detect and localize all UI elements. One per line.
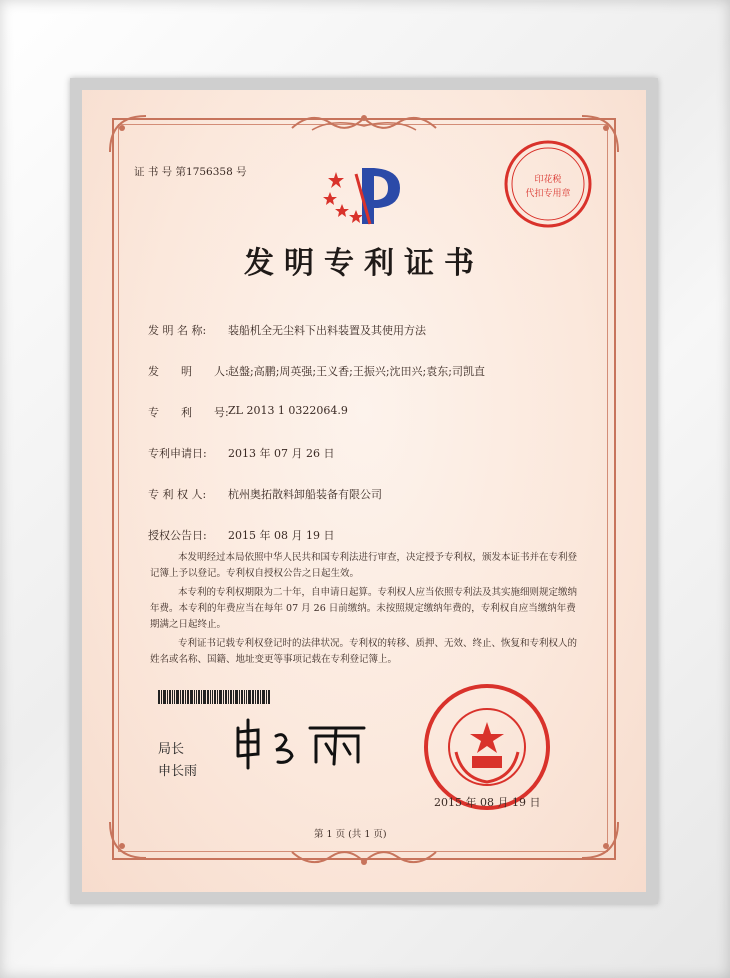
seal-date: 2015 年 08 月 19 日: [434, 796, 541, 809]
bottom-ornament: [282, 842, 446, 872]
patent-certificate: [82, 90, 646, 892]
field-value: 2013 年 07 月 26 日: [228, 447, 335, 460]
barcode: [158, 690, 318, 704]
handwritten-signature: [232, 718, 372, 772]
field-value: 2015 年 08 月 19 日: [228, 529, 335, 542]
field-label: 授权公告日:: [148, 529, 207, 542]
tax-stamp: [502, 138, 594, 230]
corner-ornament: [108, 820, 148, 860]
field-label: 专 利 权 人:: [148, 488, 207, 501]
national-seal: [422, 682, 552, 812]
field-value: ZL 2013 1 0322064.9: [228, 404, 348, 417]
body-paragraph: 专利证书记载专利权登记时的法律状况。专利权的转移、质押、无效、终止、恢复和专利权人的姓名或名称、国籍、地址变更等事项记载在专利登记簿上。: [150, 638, 578, 665]
page-footer: 第 1 页 (共 1 页): [314, 829, 387, 840]
field-value: 装船机全无尘料下出料装置及其使用方法: [228, 324, 426, 337]
field-label: 专 利 号:: [148, 406, 229, 419]
certificate-number: 证 书 号 第1756358 号: [134, 166, 247, 178]
top-ornament: [282, 108, 446, 138]
patent-office-logo: [322, 162, 408, 232]
body-paragraph: 本专利的专利权期限为二十年，自申请日起算。专利权人应当依照专利法及其实施细则规定缴纳年费。本专利的年费应当在每年 07 月 26 日前缴纳。未按照规定缴纳年费的，专利权自应当缴纳年费期满之日起终止。: [150, 587, 578, 630]
tax-stamp-line1: 印花税: [534, 175, 562, 185]
body-paragraph: 本发明经过本局依照中华人民共和国专利法进行审查，决定授予专利权，颁发本证书并在专利登记簿上予以登记。专利权自授权公告之日起生效。: [150, 552, 578, 579]
field-value: 杭州奥拓散料卸船装备有限公司: [228, 488, 382, 501]
signatory-role: 局长: [158, 742, 185, 757]
signatory-name: 申长雨: [158, 764, 198, 779]
corner-ornament: [580, 820, 620, 860]
tax-stamp-line2: 代扣专用章: [525, 189, 571, 199]
field-label: 发 明 人:: [148, 365, 229, 378]
corner-ornament: [108, 114, 148, 154]
certificate-title: 发明专利证书: [244, 246, 484, 281]
field-label: 发 明 名 称:: [148, 324, 207, 337]
field-value: 赵盤;高鹏;周英强;王义香;王振兴;沈田兴;袁东;司凯直: [228, 365, 485, 378]
field-label: 专利申请日:: [148, 447, 207, 460]
